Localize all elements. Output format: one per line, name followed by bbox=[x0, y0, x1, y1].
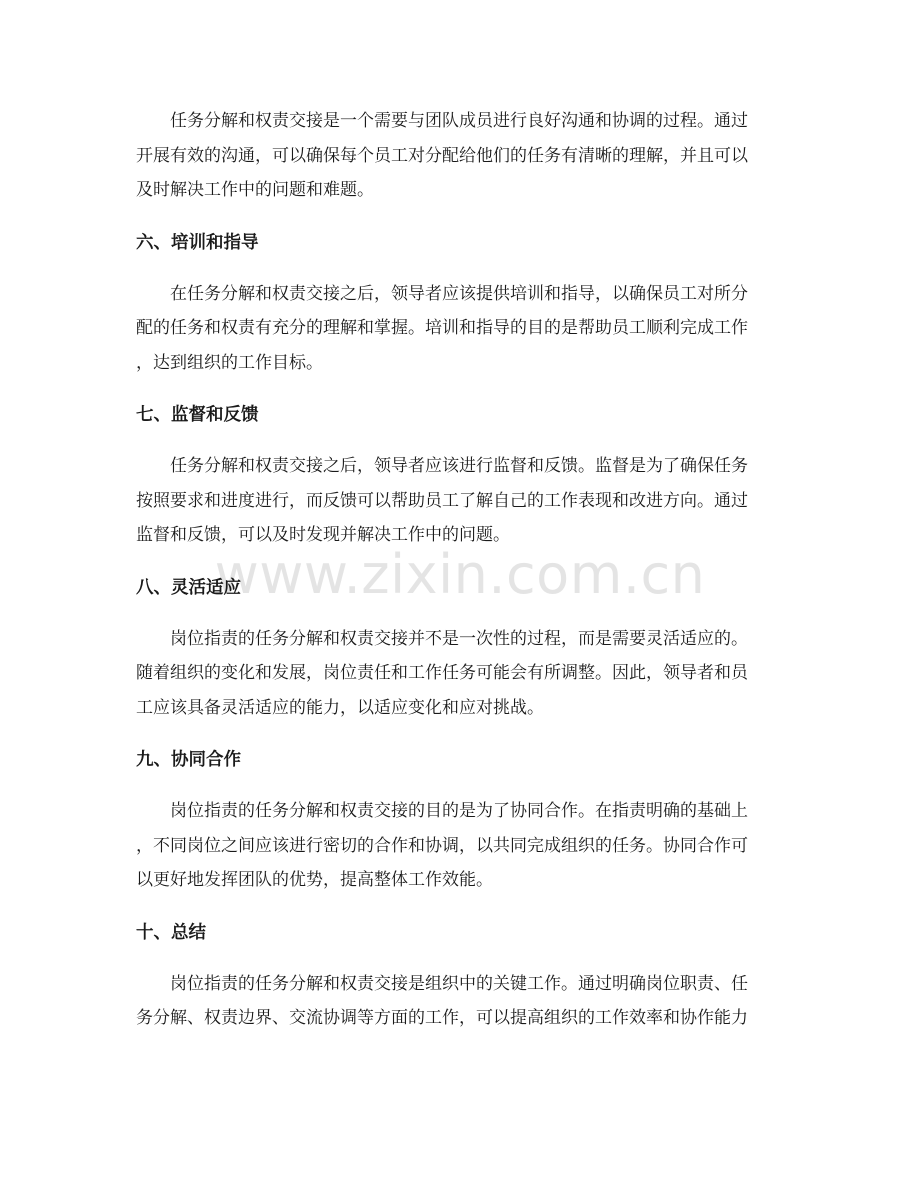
paragraph-line: 及时解决工作中的问题和难题。 bbox=[136, 180, 374, 200]
section-heading-supervision: 七、监督和反馈 bbox=[136, 405, 259, 425]
paragraph-flexibility bbox=[136, 622, 786, 726]
section-heading-collaboration: 九、协同合作 bbox=[136, 750, 241, 770]
paragraph-summary bbox=[136, 967, 786, 1036]
paragraph-line: 任务分解和权责交接之后，领导者应该进行监督和反馈。监督是为了确保任务 bbox=[170, 456, 748, 476]
paragraph-line: ，不同岗位之间应该进行密切的合作和协调，以共同完成组织的任务。协同合作可 bbox=[136, 835, 748, 856]
paragraph-line: 工应该具备灵活适应的能力，以适应变化和应对挑战。 bbox=[136, 697, 544, 718]
paragraph-line: 岗位指责的任务分解和权责交接并不是一次性的过程，而是需要灵活适应的。 bbox=[170, 628, 748, 649]
paragraph-communication bbox=[136, 104, 786, 208]
paragraph-line: 按照要求和进度进行，而反馈可以帮助员工了解自己的工作表现和改进方向。通过 bbox=[136, 490, 748, 511]
paragraph-line: 务分解、权责边界、交流协调等方面的工作，可以提高组织的工作效率和协作能力 bbox=[136, 1008, 748, 1028]
paragraph-line: ，达到组织的工作目标。 bbox=[136, 352, 323, 373]
paragraph-supervision bbox=[136, 449, 786, 553]
paragraph-line: 任务分解和权责交接是一个需要与团队成员进行良好沟通和协调的过程。通过 bbox=[170, 111, 748, 131]
paragraph-line: 以更好地发挥团队的优势，提高整体工作效能。 bbox=[136, 870, 493, 890]
watermark: www.zixin.com.cn bbox=[214, 543, 706, 606]
document-body bbox=[136, 104, 786, 1036]
paragraph-line: 开展有效的沟通，可以确保每个员工对分配给他们的任务有清晰的理解，并且可以 bbox=[136, 145, 748, 166]
paragraph-collaboration bbox=[136, 794, 786, 898]
paragraph-line: 监督和反馈，可以及时发现并解决工作中的问题。 bbox=[136, 525, 510, 545]
paragraph-training bbox=[136, 277, 786, 381]
section-heading-training: 六、培训和指导 bbox=[136, 232, 259, 253]
paragraph-line: 岗位指责的任务分解和权责交接是组织中的关键工作。通过明确岗位职责、任 bbox=[170, 973, 748, 994]
paragraph-line: 岗位指责的任务分解和权责交接的目的是为了协同合作。在指责明确的基础上 bbox=[170, 801, 748, 821]
paragraph-line: 随着组织的变化和发展，岗位责任和工作任务可能会有所调整。因此，领导者和员 bbox=[136, 663, 748, 683]
section-heading-flexibility: 八、灵活适应 bbox=[136, 577, 241, 598]
section-heading-summary: 十、总结 bbox=[136, 922, 206, 943]
paragraph-line: 在任务分解和权责交接之后，领导者应该提供培训和指导，以确保员工对所分 bbox=[170, 283, 748, 304]
paragraph-line: 配的任务和权责有充分的理解和掌握。培训和指导的目的是帮助员工顺利完成工作 bbox=[136, 318, 748, 338]
